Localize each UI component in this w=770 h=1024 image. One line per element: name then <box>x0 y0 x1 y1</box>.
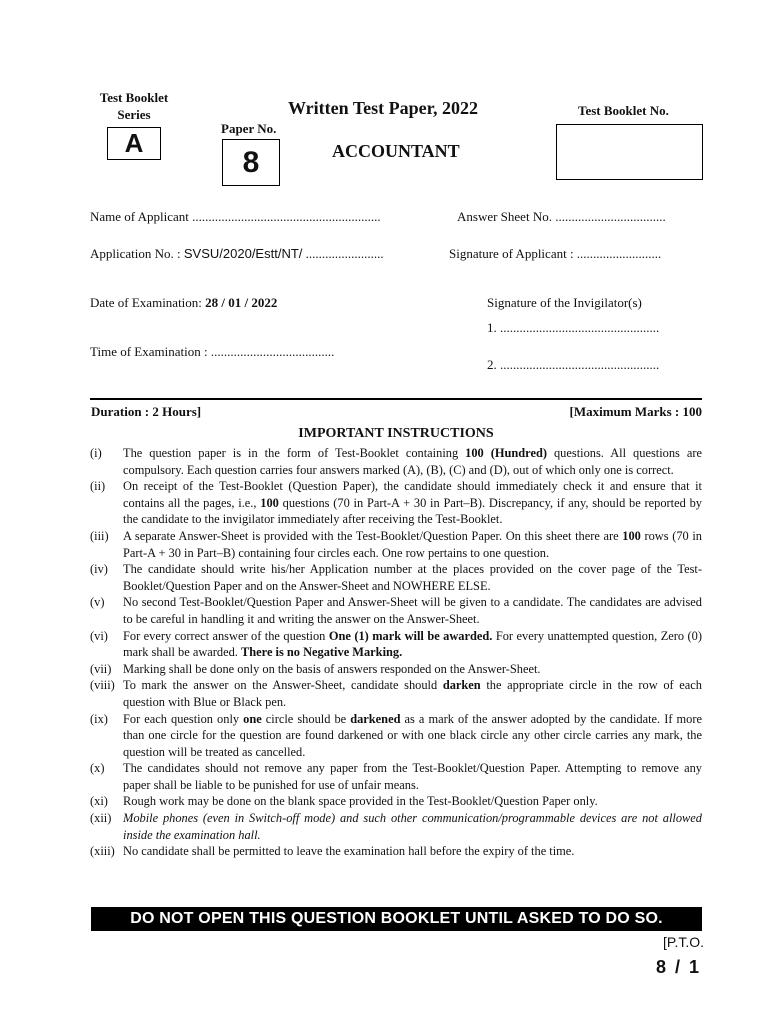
invigilator-signature-label: Signature of the Invigilator(s) <box>487 295 642 310</box>
instruction-item <box>90 793 702 810</box>
instruction-number: (xii) <box>90 811 112 826</box>
series-value: A <box>107 127 161 160</box>
instruction-text: No candidate shall be permitted to leave the examination hall before the expiry of the time. <box>123 844 575 859</box>
instruction-item <box>90 528 702 561</box>
applicant-name-field[interactable]: Name of Applicant .......................................................... <box>90 209 381 224</box>
instruction-text: A separate Answer-Sheet is provided with the Test-Booklet/Question Paper. On this sheet there are 100 rows (70 in Part-A + 30 in Part–B) containing four circles each. One row pertains to one question. <box>123 528 702 560</box>
instruction-text: To mark the answer on the Answer-Sheet, candidate should darken the appropriate circle in the row of each question with Blue or Black pen. <box>123 678 702 709</box>
instruction-text: On receipt of the Test-Booklet (Question Paper), the candidate should immediately check it and ensure that it contains all the pages, i.e., 100 questions (70 in Part-A + 30 in Part–B). Discrepancy, if any, should be reported by the candidate to the invigilator immediately after receiving the Test-Booklet. <box>123 479 702 527</box>
instruction-text: Mobile phones (even in Switch-off mode) and such other communication/programmable devices are not allowed inside the examination hall. <box>123 811 702 842</box>
instruction-item <box>90 810 702 843</box>
application-no-label: Application No. : <box>90 246 181 261</box>
application-no-field[interactable] <box>90 246 384 262</box>
exam-time-field[interactable]: Time of Examination : ...................................... <box>90 344 335 359</box>
instruction-item <box>90 677 702 710</box>
instruction-number: (ix) <box>90 711 108 726</box>
instruction-number: (vi) <box>90 628 108 643</box>
series-label: Test Booklet Series <box>99 90 169 122</box>
instruction-item <box>90 594 702 627</box>
paper-no-label: Paper No. <box>221 121 277 136</box>
post-title: ACCOUNTANT <box>332 141 460 161</box>
pto-label: [P.T.O. <box>663 934 704 950</box>
page-title: Written Test Paper, 2022 <box>288 98 479 118</box>
booklet-no-box[interactable] <box>556 124 703 180</box>
instruction-number: (xi) <box>90 794 108 809</box>
instruction-number: (ii) <box>90 479 106 494</box>
instruction-number: (iii) <box>90 528 109 543</box>
invigilator-signature-1[interactable]: 1. ................................................. <box>487 320 660 335</box>
instruction-number: (vii) <box>90 661 112 676</box>
instructions-heading: IMPORTANT INSTRUCTIONS <box>298 426 494 441</box>
instruction-item <box>90 760 702 793</box>
instruction-number: (i) <box>90 446 102 460</box>
instruction-item <box>90 561 702 594</box>
divider <box>90 398 702 400</box>
exam-date-value: 28 / 01 / 2022 <box>205 295 278 310</box>
instruction-number: (xiii) <box>90 844 115 859</box>
maximum-marks: [Maximum Marks : 100 <box>569 404 702 419</box>
application-no-dots: ........................ <box>305 246 384 261</box>
page-code: 8 / 1 <box>655 957 701 977</box>
application-no-value: SVSU/2020/Estt/NT/ <box>183 246 303 261</box>
instruction-text: The question paper is in the form of Test-Booklet containing 100 (Hundred) questions. All questions are compulsory. Each question carries four answers marked (A), (B), (C) and (D), out of which only one is correct. <box>123 446 702 477</box>
instruction-text: No second Test-Booklet/Question Paper and Answer-Sheet will be given to a candidate. The candidates are advised to be careful in handling it and writing the answer on the Answer-Sheet. <box>123 595 702 626</box>
instruction-item <box>90 661 702 678</box>
instruction-item <box>90 843 702 860</box>
instruction-number: (x) <box>90 761 105 776</box>
instruction-text: For every correct answer of the question One (1) mark will be awarded. For every unattempted question, Zero (0) mark shall be awarded. There is no Negative Marking. <box>123 628 703 660</box>
duration: Duration : 2 Hours] <box>91 404 202 419</box>
instruction-item <box>90 478 702 528</box>
instruction-text: The candidates should not remove any paper from the Test-Booklet/Question Paper. Attempting to remove any paper shall be liable to be punished for use of unfair means. <box>123 761 702 792</box>
instructions-list <box>90 445 702 860</box>
invigilator-signature-2[interactable]: 2. ................................................. <box>487 357 660 372</box>
warning-banner: DO NOT OPEN THIS QUESTION BOOKLET UNTIL ASKED TO DO SO. <box>91 907 702 931</box>
instruction-text: Rough work may be done on the blank space provided in the Test-Booklet/Question Paper only. <box>123 794 598 809</box>
answer-sheet-no-field[interactable]: Answer Sheet No. .................................. <box>457 209 666 224</box>
booklet-no-label: Test Booklet No. <box>578 103 669 118</box>
instruction-number: (viii) <box>90 678 115 693</box>
instruction-text: For each question only one circle should be darkened as a mark of the answer adopted by the candidate. If more than one circle for the question are found darkened or with one black circle any other circle carries any mark, the question will be treated as cancelled. <box>123 711 702 759</box>
instruction-item <box>90 711 702 761</box>
instruction-text: The candidate should write his/her Application number at the places provided on the cover page of the Test-Booklet/Question Paper and on the Answer-Sheet and NOWHERE ELSE. <box>123 562 702 593</box>
instruction-item <box>90 628 702 661</box>
instruction-item <box>90 445 702 478</box>
instruction-number: (v) <box>90 595 105 610</box>
applicant-signature-field[interactable]: Signature of Applicant : .......................... <box>449 246 662 261</box>
exam-date <box>90 295 277 311</box>
instruction-text: Marking shall be done only on the basis of answers responded on the Answer-Sheet. <box>123 661 541 676</box>
instruction-number: (iv) <box>90 562 108 577</box>
exam-date-label: Date of Examination: <box>90 295 202 310</box>
paper-no-value: 8 <box>222 139 280 186</box>
